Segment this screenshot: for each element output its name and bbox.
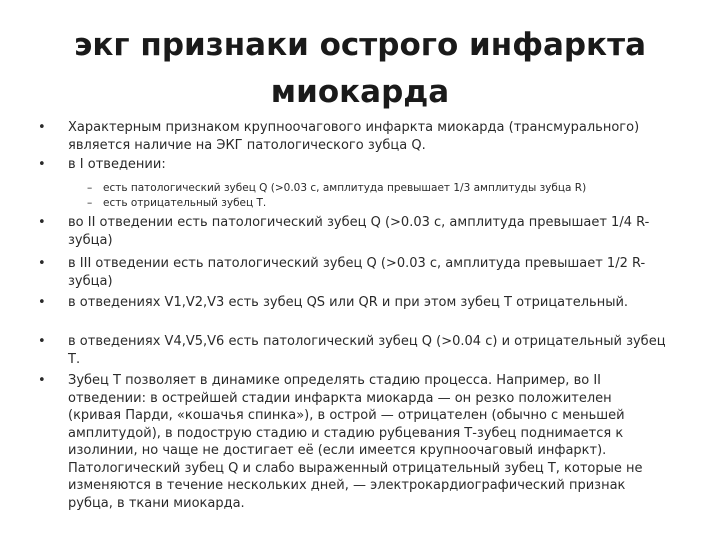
bullet-item: • в отведениях V1,V2,V3 есть зубец QS или QR и при этом зубец Т отрицательный.	[68, 294, 668, 312]
sub-item: – есть отрицательный зубец Т.	[103, 196, 683, 210]
sub-item: – есть патологический зубец Q (>0.03 с, амплитуда превышает 1/3 амплитуды зубца R)	[103, 181, 683, 195]
bullet-item: • во II отведении есть патологический зубец Q (>0.03 с, амплитуда превышает 1/4 R-зубца)	[68, 214, 668, 249]
title-line-1: экг признаки острого инфаркта	[74, 27, 646, 63]
bullet-item: • Зубец Т позволяет в динамике определять стадию процесса. Например, во II отведении: в острейшей стадии инфаркта миокарда — он резко положителен (кривая Парди, «кошачья спинка»), в острой — отрицателен (обычно с меньшей амплитудой), в подострую стадию и стадию рубцевания Т-зубец поднимается к изолинии, но чаще не достигает её (если имеется крупноочаговый инфаркт). Патологический зубец Q и слабо выраженный отрицательный зубец Т, которые не изменяются в течение нескольких дней, — электрокардиографический признак рубца, в ткани миокарда.	[68, 372, 668, 512]
bullet-item: • в отведениях V4,V5,V6 есть патологический зубец Q (>0.04 с) и отрицательный зубец Т.	[68, 333, 668, 368]
bullet-item: • в III отведении есть патологический зубец Q (>0.03 с, амплитуда превышает 1/2 R-зубца)	[68, 255, 668, 290]
slide-title	[40, 22, 680, 116]
title-line-2: миокарда	[270, 74, 450, 110]
bullet-item: • в I отведении:	[68, 156, 668, 174]
bullet-item: • Характерным признаком крупноочагового инфаркта миокарда (трансмурального) является наличие на ЭКГ патологического зубца Q.	[68, 119, 668, 154]
